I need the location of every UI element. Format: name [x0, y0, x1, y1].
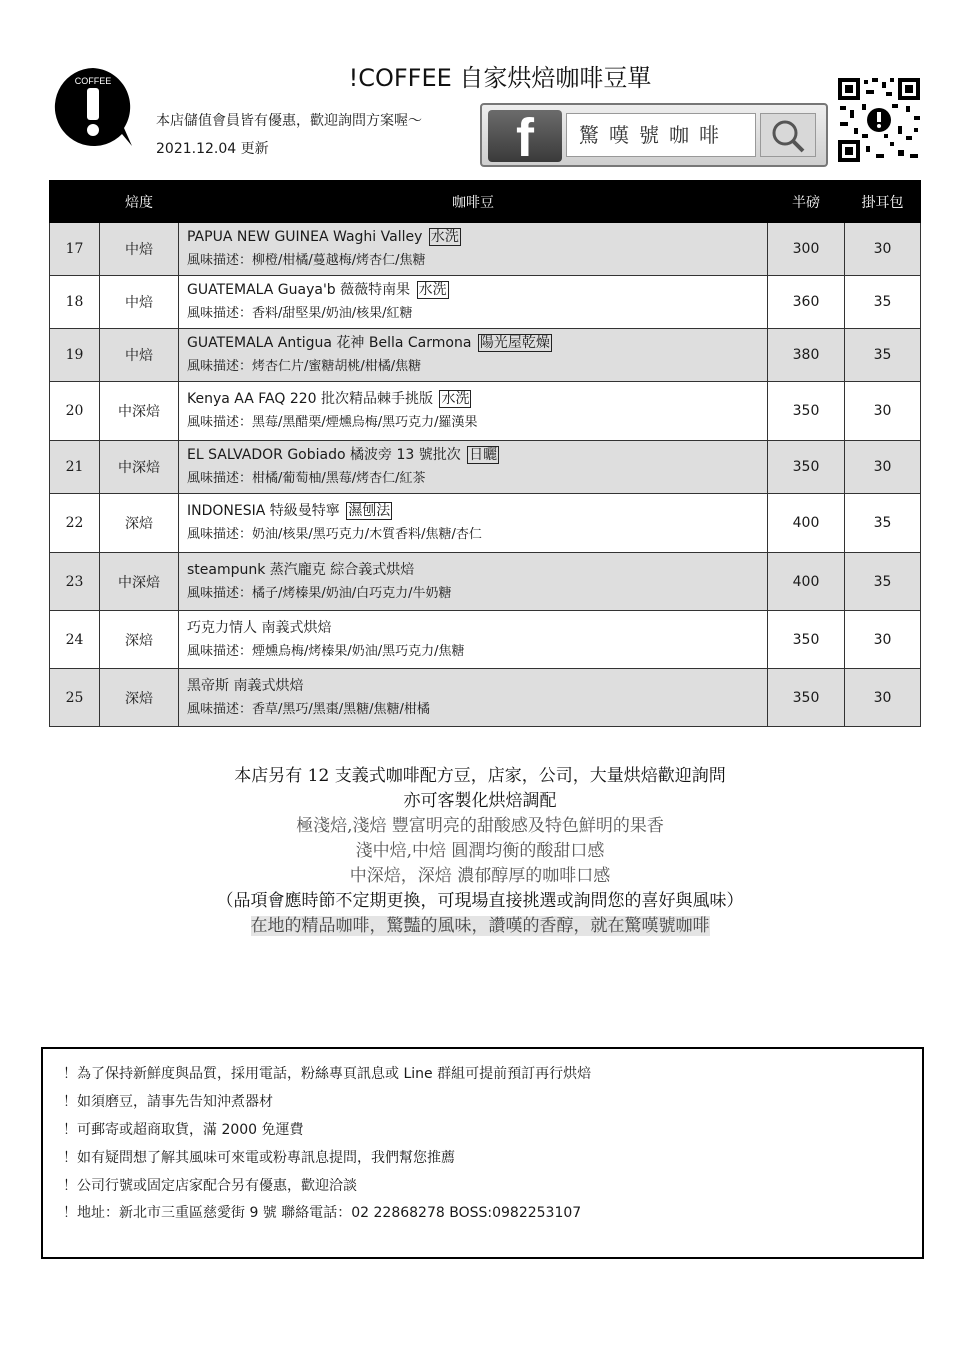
- bean-name-line: [187, 225, 759, 249]
- note-line: 本店另有 12 支義式咖啡配方豆，店家，公司，大量烘焙歡迎詢問: [234, 766, 726, 786]
- flavor-description: 風味描述：煙燻烏梅/烤榛果/奶油/黑巧克力/焦糖: [187, 643, 465, 659]
- roast-level: 中焙: [100, 329, 179, 382]
- roast-level: 中焙: [100, 276, 179, 329]
- half-pound-price: 350: [768, 382, 845, 441]
- drip-bag-price: 35: [845, 329, 921, 382]
- drip-bag-price: 30: [845, 441, 921, 494]
- table-row: [50, 276, 921, 329]
- table-row: [50, 669, 921, 727]
- col-drip-bag-header: 掛耳包: [845, 181, 921, 223]
- info-line: ！公司行號或固定店家配合另有優惠，歡迎洽談: [63, 1178, 357, 1194]
- info-line: ！如須磨豆，請事先告知沖煮器材: [63, 1094, 273, 1110]
- half-pound-price: 350: [768, 669, 845, 727]
- note-line: 中深焙，深焙 濃郁醇厚的咖啡口感: [349, 866, 611, 886]
- row-number: 20: [50, 382, 100, 441]
- table-row: [50, 494, 921, 553]
- bean-name-line: [187, 674, 759, 698]
- bean-name: 黑帝斯 南義式烘焙: [187, 677, 304, 694]
- bean-name: 巧克力情人 南義式烘焙: [187, 619, 332, 636]
- process-method: 濕刨法: [348, 503, 391, 519]
- roast-level: 深焙: [100, 494, 179, 553]
- process-method: 水洗: [441, 391, 470, 407]
- slogan-line: [0, 914, 960, 939]
- info-line: ！地址：新北市三重區慈愛街 9 號 聯絡電話：02 22868278 BOSS:0982253107: [63, 1205, 582, 1221]
- flavor-description: 風味描述：奶油/核果/黑巧克力/木質香料/焦糖/杏仁: [187, 527, 482, 542]
- flavor-description: 風味描述：香料/甜堅果/奶油/核果/紅糖: [187, 306, 413, 321]
- roast-level: 中深焙: [100, 382, 179, 441]
- note-line: 極淺焙,淺焙 豐富明亮的甜酸感及特色鮮明的果香: [296, 816, 664, 836]
- row-number: 17: [50, 223, 100, 276]
- col-bean-header: 咖啡豆: [179, 181, 768, 223]
- roast-level: 中焙: [100, 223, 179, 276]
- page-title: !COFFEE 自家烘焙咖啡豆單: [348, 64, 652, 92]
- note-line: 亦可客製化烘焙調配: [403, 791, 557, 811]
- bean-name: PAPUA NEW GUINEA Waghi Valley: [187, 229, 423, 245]
- row-number: 22: [50, 494, 100, 553]
- drip-bag-price: 35: [845, 553, 921, 611]
- notes-section: [0, 764, 960, 939]
- table-row: [50, 329, 921, 382]
- table-header-row: [50, 181, 921, 223]
- flavor-description: 風味描述：香草/黑巧/黑棗/黑糖/焦糖/柑橘: [187, 701, 430, 717]
- bean-name-line: [187, 616, 759, 640]
- info-box: [41, 1047, 924, 1259]
- half-pound-price: 350: [768, 611, 845, 669]
- info-line: ！可郵寄或超商取貨，滿 2000 免運費: [63, 1122, 304, 1138]
- drip-bag-price: 30: [845, 669, 921, 727]
- note-line: （品項會應時節不定期更換，可現場直接挑選或詢問您的喜好與風味）: [216, 891, 744, 911]
- drip-bag-price: 35: [845, 494, 921, 553]
- info-line: ！如有疑問想了解其風味可來電或粉專訊息提問，我們幫您推薦: [63, 1150, 455, 1166]
- row-number: 18: [50, 276, 100, 329]
- roast-level: 深焙: [100, 669, 179, 727]
- bean-cell: [179, 223, 768, 276]
- coffee-bean-table: [49, 180, 921, 727]
- bean-cell: [179, 382, 768, 441]
- facebook-search-banner[interactable]: [480, 103, 828, 167]
- bean-name: EL SALVADOR Gobiado 橘波旁 13 號批次: [187, 447, 461, 463]
- facebook-search-field: 驚嘆號咖啡: [566, 113, 756, 157]
- process-method: 陽光屋乾燥: [479, 335, 550, 351]
- bean-cell: [179, 611, 768, 669]
- facebook-f-icon: f: [488, 110, 562, 162]
- bean-name: steampunk 蒸汽龐克 綜合義式烘焙: [187, 561, 415, 578]
- table-row: [50, 553, 921, 611]
- row-number: 23: [50, 553, 100, 611]
- bean-name-line: [187, 331, 759, 355]
- row-number: 25: [50, 669, 100, 727]
- flavor-description: 風味描述：柳橙/柑橘/蔓越梅/烤杏仁/焦糖: [187, 253, 426, 268]
- col-roast-header: 焙度: [100, 181, 179, 223]
- bean-name-line: [187, 278, 759, 302]
- magnifier-icon: [760, 113, 816, 157]
- bean-name: INDONESIA 特級曼特寧: [187, 503, 340, 519]
- flavor-description: 風味描述：橘子/烤榛果/奶油/白巧克力/牛奶糖: [187, 585, 452, 601]
- bean-name-line: [187, 387, 759, 411]
- bean-cell: [179, 669, 768, 727]
- roast-level: 中深焙: [100, 441, 179, 494]
- col-half-pound-header: 半磅: [768, 181, 845, 223]
- roast-level: 深焙: [100, 611, 179, 669]
- roast-level: 中深焙: [100, 553, 179, 611]
- slogan-text: 在地的精品咖啡，驚豔的風味，讚嘆的香醇，就在驚嘆號咖啡: [250, 916, 710, 936]
- bean-cell: [179, 276, 768, 329]
- coffee-exclamation-logo: [52, 66, 134, 148]
- bean-name-line: [187, 499, 759, 523]
- note-line: 淺中焙,中焙 圓潤均衡的酸甜口感: [355, 841, 605, 861]
- process-method: 日曬: [469, 447, 498, 463]
- flavor-description: 風味描述：烤杏仁片/蜜糖胡桃/柑橘/焦糖: [187, 359, 422, 374]
- flavor-description: 風味描述：柑橘/葡萄柚/黑莓/烤杏仁/紅茶: [187, 471, 426, 486]
- bean-cell: [179, 329, 768, 382]
- row-number: 24: [50, 611, 100, 669]
- bean-name-line: [187, 558, 759, 582]
- bean-cell: [179, 553, 768, 611]
- col-number-header: [50, 181, 100, 223]
- row-number: 19: [50, 329, 100, 382]
- bean-name: Kenya AA FAQ 220 批次精品棘手挑版: [187, 391, 434, 407]
- half-pound-price: 350: [768, 441, 845, 494]
- table-row: [50, 611, 921, 669]
- drip-bag-price: 30: [845, 382, 921, 441]
- half-pound-price: 400: [768, 494, 845, 553]
- drip-bag-price: 30: [845, 223, 921, 276]
- drip-bag-price: 35: [845, 276, 921, 329]
- bean-cell: [179, 494, 768, 553]
- half-pound-price: 300: [768, 223, 845, 276]
- half-pound-price: 400: [768, 553, 845, 611]
- bean-name: GUATEMALA Guaya'b 薇薇特南果: [187, 282, 411, 298]
- table-row: [50, 223, 921, 276]
- half-pound-price: 380: [768, 329, 845, 382]
- bean-name-line: [187, 443, 759, 467]
- process-method: 水洗: [430, 229, 459, 245]
- qr-code-icon: [836, 76, 922, 164]
- half-pound-price: 360: [768, 276, 845, 329]
- table-row: [50, 441, 921, 494]
- drip-bag-price: 30: [845, 611, 921, 669]
- bean-cell: [179, 441, 768, 494]
- logo-text: COFFEE: [74, 76, 112, 86]
- update-date: 2021.12.04 更新: [156, 141, 269, 157]
- member-discount-note: 本店儲值會員皆有優惠，歡迎詢問方案喔～: [156, 113, 422, 129]
- flavor-description: 風味描述：黑莓/黑醋栗/煙燻烏梅/黑巧克力/羅漢果: [187, 415, 478, 430]
- process-method: 水洗: [418, 282, 447, 298]
- bean-name: GUATEMALA Antigua 花神 Bella Carmona: [187, 335, 472, 351]
- table-row: [50, 382, 921, 441]
- row-number: 21: [50, 441, 100, 494]
- info-line: ！為了保持新鮮度與品質，採用電話，粉絲專頁訊息或 Line 群組可提前預訂再行烘焙: [63, 1066, 592, 1082]
